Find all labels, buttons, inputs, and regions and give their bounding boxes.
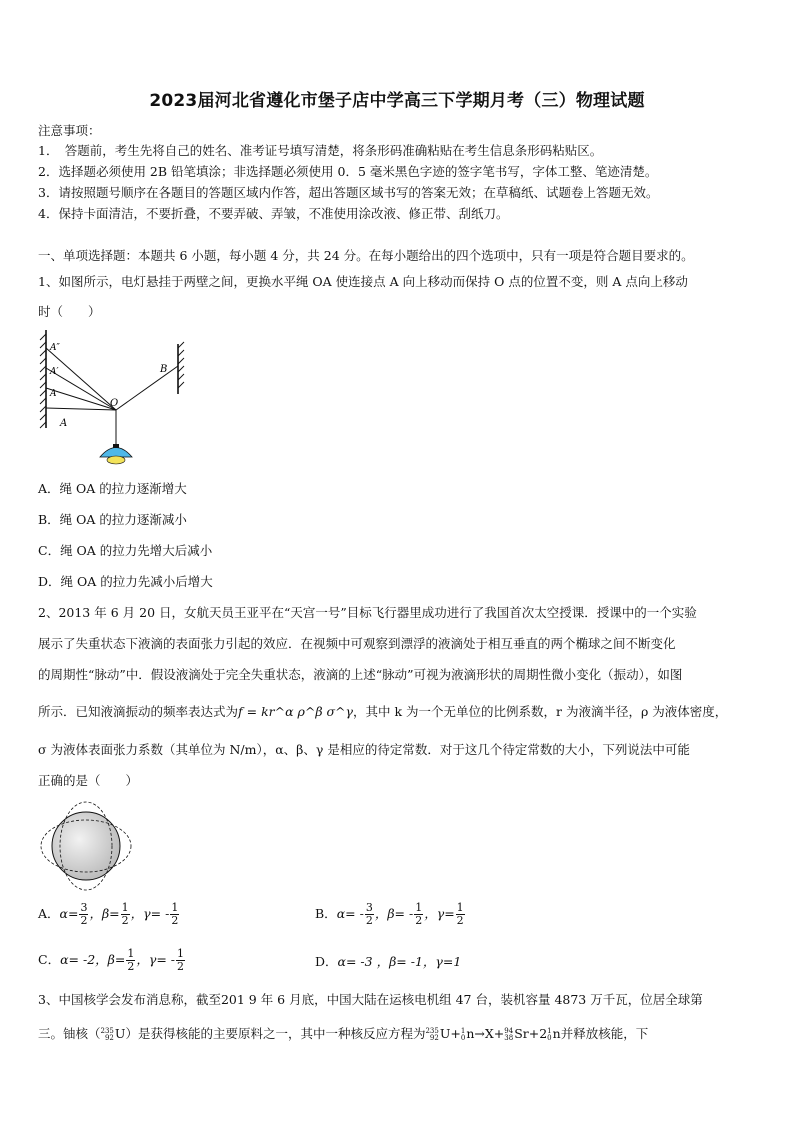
- q3-stem-line1: 3、中国核学会发布消息称，截至201 9 年 6 月底，中国大陆在运核电机组 47 台，装机容量 4873 万千瓦，位居全球第: [38, 992, 703, 1007]
- q2-stem-line6: 正确的是（ ）: [38, 773, 139, 788]
- eq-uranium-symbol: U: [439, 1026, 451, 1041]
- q2-line4-post: ，其中 k 为一个无单位的比例系数，r 为液滴半径，ρ 为液体密度，: [353, 704, 728, 719]
- q2-option-b[interactable]: [315, 902, 466, 927]
- q2-frequency-formula: f = kr^α ρ^β σ^γ: [238, 704, 353, 719]
- frac-denominator: 2: [456, 914, 464, 927]
- eq-strontium-symbol: Sr: [514, 1026, 529, 1041]
- q2-stem-line4: [38, 702, 758, 720]
- notice-item-2: 2．选择题必须使用 2B 铅笔填涂；非选择题必须使用 0．5 毫米黑色字迹的签字笔书写，字体工整、笔迹清楚。: [38, 164, 658, 179]
- eq-neutron-z: 0: [460, 1033, 466, 1042]
- q1-stem-line1: 1、如图所示，电灯悬挂于两壁之间，更换水平绳 OA 使连接点 A 向上移动而保持 O 点的位置不变，则 A 点向上移动: [38, 274, 688, 289]
- label-a: A: [60, 418, 68, 429]
- notice-heading: 注意事项：: [38, 123, 101, 138]
- label-o: O: [110, 398, 119, 409]
- q2-option-c-label: C．: [38, 952, 61, 967]
- frac-denominator: 2: [415, 914, 423, 927]
- frac-denominator: 2: [177, 960, 184, 973]
- frac-numerator: 1: [415, 901, 423, 914]
- eq-plus: +: [450, 1026, 461, 1041]
- eq-plus: +: [528, 1026, 540, 1041]
- eq-strontium-numbers: [504, 1028, 513, 1042]
- eq-strontium-mass: 94: [504, 1026, 514, 1035]
- label-a-double-prime: A″: [50, 343, 60, 353]
- eq-uranium-mass: 235: [425, 1026, 439, 1035]
- q2-stem-line1: 2、2013 年 6 月 20 日，女航天员王亚平在“天宫一号”目标飞行器里成功进行了我国首次太空授课．授课中的一个实验: [38, 605, 697, 620]
- q2-option-b-gamma-frac: [456, 902, 465, 927]
- q2-stem-line3: 的周期性“脉动”中．假设液滴处于完全失重状态，液滴的上述“脉动”可视为液滴形状的周期性微小变化（振动），如图: [38, 667, 683, 682]
- q2-option-b-beta-frac: [414, 902, 423, 927]
- q2-line4-pre: 所示．已知液滴振动的频率表达式为: [38, 704, 239, 719]
- q2-option-d-label: D．: [315, 954, 338, 969]
- eq-uranium-numbers: [425, 1028, 438, 1042]
- q2-stem-line5: σ 为液体表面张力系数（其单位为 N/m），α、β、γ 是相应的待定常数．对于这几个待定常数的大小，下列说法中可能: [38, 742, 690, 757]
- frac-denominator: 2: [127, 960, 135, 973]
- q2-option-d[interactable]: [315, 952, 461, 970]
- q2-option-c-gamma-frac: [176, 948, 185, 973]
- frac-numerator: 1: [127, 947, 135, 960]
- q1-option-d[interactable]: D．绳 OA 的拉力先减小后增大: [38, 574, 213, 589]
- frac-denominator: 2: [80, 914, 88, 927]
- label-a-mid: A: [50, 389, 57, 399]
- frac-denominator: 2: [121, 914, 129, 927]
- uranium-mass-number: 235: [100, 1026, 114, 1035]
- eq-neutron-symbol: n: [466, 1026, 475, 1041]
- q2-option-b-gamma: ，γ=: [424, 906, 455, 921]
- eq-arrow: →: [474, 1026, 485, 1041]
- q2-option-a-gamma-frac: [170, 902, 179, 927]
- eq-neutron2-mass: 1: [547, 1026, 552, 1035]
- eq-coefficient: 2: [539, 1026, 548, 1041]
- q2-option-d-text: α= -3 ，β= -1，γ=1: [337, 954, 462, 969]
- frac-numerator: 1: [456, 901, 464, 914]
- q2-option-b-beta: ，β= -: [374, 906, 414, 921]
- eq-x-symbol: X: [484, 1026, 494, 1041]
- eq-neutron-numbers: [461, 1028, 465, 1042]
- q2-option-a-alpha: α=: [59, 906, 79, 921]
- q2-droplet-diagram: [38, 800, 134, 892]
- frac-denominator: 2: [171, 914, 179, 927]
- label-a-prime: A′: [50, 367, 59, 377]
- frac-numerator: 3: [365, 901, 373, 914]
- q2-option-b-alpha: α= -: [336, 906, 364, 921]
- q1-lamp-diagram: [38, 326, 198, 474]
- frac-numerator: 1: [121, 901, 129, 914]
- q2-option-b-label: B．: [315, 906, 337, 921]
- q2-option-a-alpha-frac: [79, 902, 88, 927]
- eq-strontium-z: 38: [504, 1033, 514, 1042]
- notice-item-3: 3．请按照题号顺序在各题目的答题区域内作答，超出答题区域书写的答案无效；在草稿纸、试题卷上答题无效。: [38, 185, 659, 200]
- uranium-atomic-number: 92: [104, 1033, 114, 1042]
- q2-stem-line2: 展示了失重状态下液滴的表面张力引起的效应．在视频中可观察到漂浮的液滴处于相互垂直的两个椭球之间不断变化: [38, 636, 676, 651]
- q1-option-b[interactable]: B．绳 OA 的拉力逐渐减小: [38, 512, 187, 527]
- uranium-symbol: U: [114, 1026, 126, 1041]
- page-title: 2023届河北省遵化市堡子店中学高三下学期月考（三）物理试题: [149, 91, 645, 111]
- q1-option-a[interactable]: A．绳 OA 的拉力逐渐增大: [38, 481, 187, 496]
- uranium-nuclide-numbers: [101, 1028, 114, 1042]
- q3-line2-post: 并释放核能，下: [560, 1026, 649, 1041]
- frac-numerator: 1: [177, 947, 184, 960]
- q1-stem-line2: 时（ ）: [38, 304, 101, 319]
- notice-item-4: 4．保持卡面清洁，不要折叠，不要弄破、弄皱，不准使用涂改液、修正带、刮纸刀。: [38, 206, 509, 221]
- q3-line2-pre: 三。铀核（: [38, 1026, 101, 1041]
- eq-neutron-mass: 1: [460, 1026, 466, 1035]
- q2-option-a-gamma: ，γ= -: [130, 906, 170, 921]
- frac-numerator: 3: [80, 901, 88, 914]
- q1-option-c[interactable]: C．绳 OA 的拉力先增大后减小: [38, 543, 213, 558]
- label-b: B: [160, 364, 168, 375]
- q2-option-c-beta-frac: [126, 948, 135, 973]
- notice-item-1: 1． 答题前，考生先将自己的姓名、准考证号填写清楚，将条形码准确粘贴在考生信息条形码粘贴区。: [38, 143, 603, 158]
- q2-option-c[interactable]: [38, 948, 186, 973]
- eq-uranium-z: 92: [429, 1033, 439, 1042]
- q2-option-a-beta-frac: [121, 902, 130, 927]
- frac-denominator: 2: [365, 914, 373, 927]
- section-heading: 一、单项选择题：本题共 6 小题，每小题 4 分，共 24 分。在每小题给出的四个选项中，只有一项是符合题目要求的。: [38, 248, 694, 263]
- eq-neutron2-z: 0: [547, 1033, 552, 1042]
- eq-neutron2-symbol: n: [552, 1026, 561, 1041]
- eq-neutron2-numbers: [547, 1028, 551, 1042]
- q2-option-a-beta: ，β=: [89, 906, 120, 921]
- q2-option-a-label: A．: [38, 906, 60, 921]
- eq-plus: +: [493, 1026, 505, 1041]
- q2-option-c-alpha: α= -2，β=: [60, 952, 126, 967]
- q2-option-a[interactable]: [38, 902, 180, 927]
- q2-option-b-alpha-frac: [365, 902, 374, 927]
- q3-line2-mid: ）是获得核能的主要原料之一，其中一种核反应方程为: [125, 1026, 426, 1041]
- frac-numerator: 1: [171, 901, 179, 914]
- q3-stem-line2: [38, 1024, 758, 1042]
- q2-option-c-gamma: ，γ= -: [136, 952, 175, 967]
